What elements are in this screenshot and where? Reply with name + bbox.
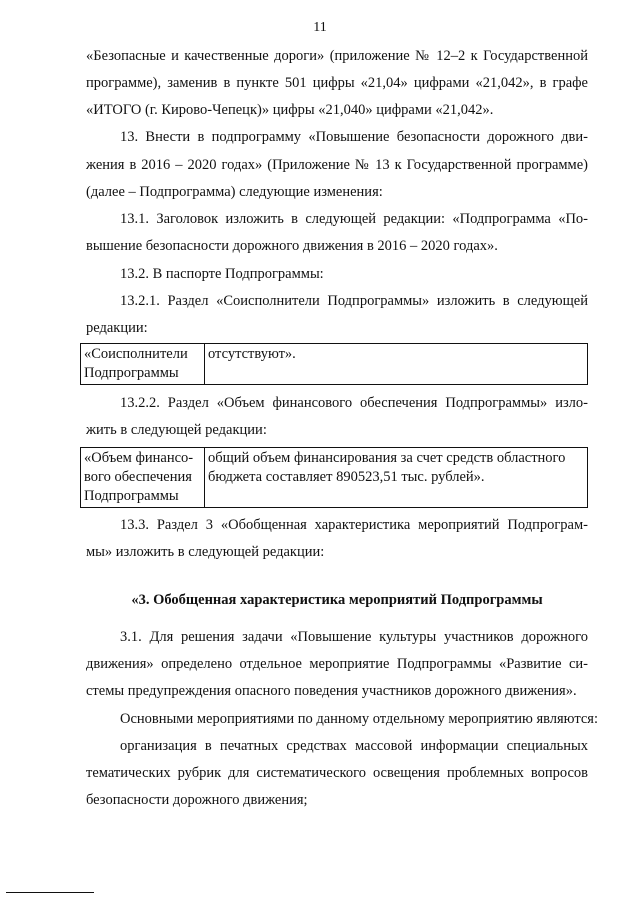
paragraph-13-2-1-line: редакции:: [86, 320, 148, 336]
paragraph-13-3-line: 13.3. Раздел 3 «Обобщенная характеристика мероприятий Подпрограм-: [120, 517, 588, 533]
paragraph-13-line: жения в 2016 – 2020 годах» (Приложение № 13 к Государственной программе): [86, 157, 588, 173]
table-cell-value: [205, 344, 588, 385]
paragraph-13-1-line: 13.1. Заголовок изложить в следующей редакции: «Подпрограмма «По-: [120, 211, 588, 227]
cell-line: «Объем финансо-: [84, 450, 194, 466]
paragraph-13-2-2-line: жить в следующей редакции:: [86, 422, 267, 438]
cell-line: Подпрограммы: [84, 488, 179, 504]
paragraph-line: «Безопасные и качественные дороги» (приложение № 12–2 к Государственной: [86, 48, 588, 64]
cell-line: Подпрограммы: [84, 365, 179, 381]
page-number: 11: [313, 20, 327, 35]
paragraph-line: «ИТОГО (г. Кирово-Чепецк)» цифры «21,040» цифрами «21,042».: [86, 102, 494, 118]
paragraph-organization-line: тематических рубрик для систематического освещения проблемных вопросов: [86, 765, 588, 781]
paragraph-3-1-line: движения» определено отдельное мероприятие Подпрограммы «Развитие си-: [86, 656, 588, 672]
paragraph-organization-line: безопасности дорожного движения;: [86, 792, 308, 808]
paragraph-3-1-line: стемы предупреждения опасного поведения участников дорожного движения».: [86, 683, 577, 699]
footnote-separator: [6, 892, 94, 893]
paragraph-13-line: (далее – Подпрограмма) следующие изменения:: [86, 184, 383, 200]
paragraph-13-line: 13. Внести в подпрограмму «Повышение безопасности дорожного дви-: [120, 129, 588, 145]
table-row: [81, 344, 588, 385]
paragraph-13-1-line: вышение безопасности дорожного движения в 2016 – 2020 годах».: [86, 238, 498, 254]
cell-line: бюджета составляет 890523,51 тыс. рублей».: [208, 469, 485, 485]
paragraph-13-2: 13.2. В паспорте Подпрограммы:: [120, 266, 324, 282]
section-heading: «3. Обобщенная характеристика мероприятий Подпрограммы: [131, 592, 543, 608]
coexecutors-table: [80, 343, 588, 385]
paragraph-line: программе), заменив в пункте 501 цифры «21,04» цифрами «21,042», в графе: [86, 75, 588, 91]
paragraph-13-2-2-line: 13.2.2. Раздел «Объем финансового обеспечения Подпрограммы» изло-: [120, 395, 588, 411]
table-row: [81, 448, 588, 508]
paragraph-13-3-line: мы» изложить в следующей редакции:: [86, 544, 325, 560]
paragraph-3-1-line: 3.1. Для решения задачи «Повышение культуры участников дорожного: [120, 629, 588, 645]
cell-line: «Соисполнители: [84, 346, 188, 362]
financing-table: [80, 447, 588, 508]
paragraph-main-measures: Основными мероприятиями по данному отдельному мероприятию являются:: [120, 711, 598, 727]
table-cell-value: [205, 448, 588, 508]
cell-line: отсутствуют».: [208, 346, 296, 362]
paragraph-13-2-1-line: 13.2.1. Раздел «Соисполнители Подпрограммы» изложить в следующей: [120, 293, 588, 309]
cell-line: общий объем финансирования за счет средств областного: [208, 450, 566, 466]
table-cell-label: [81, 448, 205, 508]
paragraph-organization-line: организация в печатных средствах массовой информации специальных: [120, 738, 588, 754]
cell-line: вого обеспечения: [84, 469, 192, 485]
table-cell-label: [81, 344, 205, 385]
